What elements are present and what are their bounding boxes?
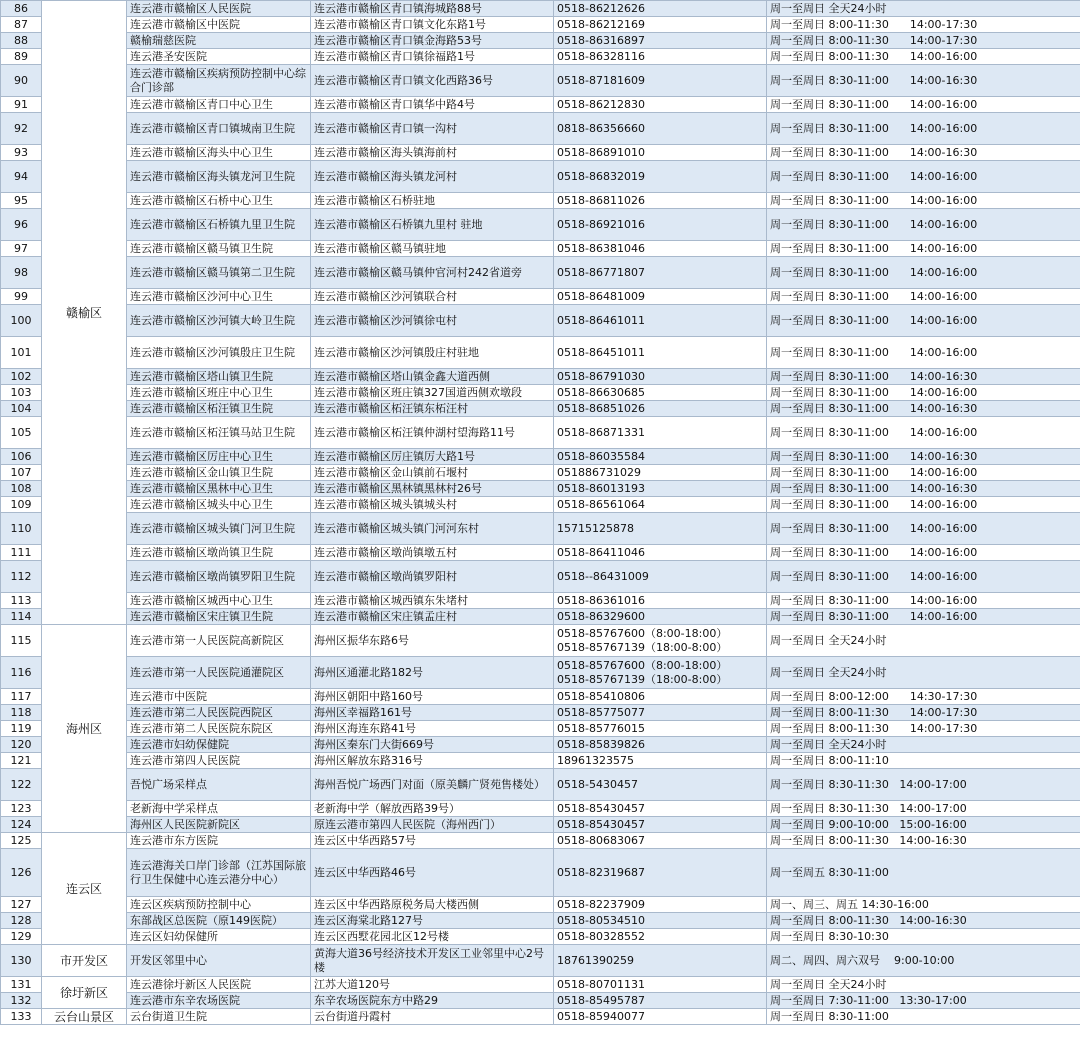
site-hours: 周一至周日 8:30-11:00 14:00-16:30 xyxy=(767,369,1080,385)
site-address: 连云港市赣榆区墩尚镇罗阳村 xyxy=(311,561,554,593)
site-phone: 0518-86791030 xyxy=(554,369,767,385)
row-number: 102 xyxy=(1,369,42,385)
site-phone: 0518-86411046 xyxy=(554,545,767,561)
table-row xyxy=(1,113,1080,145)
site-name: 吾悦广场采样点 xyxy=(127,769,311,801)
site-phone: 0518-80683067 xyxy=(554,833,767,849)
row-number: 121 xyxy=(1,753,42,769)
site-phone: 0518-86461011 xyxy=(554,305,767,337)
row-number: 86 xyxy=(1,1,42,17)
row-number: 132 xyxy=(1,993,42,1009)
row-number: 122 xyxy=(1,769,42,801)
row-number: 109 xyxy=(1,497,42,513)
row-number: 104 xyxy=(1,401,42,417)
site-hours: 周一至周日 7:30-11:00 13:30-17:00 xyxy=(767,993,1080,1009)
site-phone: 0518-86316897 xyxy=(554,33,767,49)
district-cell: 徐圩新区 xyxy=(42,977,127,1009)
site-hours: 周一至周日 8:00-11:10 xyxy=(767,753,1080,769)
site-phone: 0518-86451011 xyxy=(554,337,767,369)
site-address: 连云港市赣榆区青口镇徐福路1号 xyxy=(311,49,554,65)
row-number: 120 xyxy=(1,737,42,753)
site-name: 连云港市赣榆区墩尚镇罗阳卫生院 xyxy=(127,561,311,593)
site-hours: 周一至周五 8:30-11:00 xyxy=(767,849,1080,897)
site-address: 连云港市赣榆区石桥驻地 xyxy=(311,193,554,209)
table-row xyxy=(1,465,1080,481)
site-phone: 0518-80701131 xyxy=(554,977,767,993)
row-number: 100 xyxy=(1,305,42,337)
site-phone: 0518-85767600（8:00-18:00） 0518-85767139（18:00-8:00） xyxy=(554,657,767,689)
site-hours: 周一至周日 全天24小时 xyxy=(767,1,1080,17)
row-number: 126 xyxy=(1,849,42,897)
site-address: 原连云港市第四人民医院（海州西门） xyxy=(311,817,554,833)
site-name: 连云港市赣榆区沙河镇大岭卫生院 xyxy=(127,305,311,337)
site-name: 连云港徐圩新区人民医院 xyxy=(127,977,311,993)
site-hours: 周一、周三、周五 14:30-16:00 xyxy=(767,897,1080,913)
row-number: 105 xyxy=(1,417,42,449)
site-address: 连云区西墅花园北区12号楼 xyxy=(311,929,554,945)
table-row xyxy=(1,721,1080,737)
table-row xyxy=(1,97,1080,113)
site-address: 连云港市赣榆区青口镇华中路4号 xyxy=(311,97,554,113)
site-hours: 周一至周日 8:30-11:00 14:00-16:00 xyxy=(767,113,1080,145)
site-phone: 0518-86035584 xyxy=(554,449,767,465)
site-phone: 0518-86891010 xyxy=(554,145,767,161)
site-name: 连云区疾病预防控制中心 xyxy=(127,897,311,913)
site-address: 海州区解放东路316号 xyxy=(311,753,554,769)
site-address: 连云区海棠北路127号 xyxy=(311,913,554,929)
site-phone: 0518-85839826 xyxy=(554,737,767,753)
site-hours: 周一至周日 8:30-11:00 xyxy=(767,1009,1080,1025)
site-name: 连云港市赣榆区城头中心卫生 xyxy=(127,497,311,513)
row-number: 112 xyxy=(1,561,42,593)
table-row xyxy=(1,929,1080,945)
site-address: 连云港市赣榆区柘汪镇仲湖村望海路11号 xyxy=(311,417,554,449)
site-name: 连云港市妇幼保健院 xyxy=(127,737,311,753)
site-hours: 周一至周日 8:30-11:00 14:00-16:00 xyxy=(767,385,1080,401)
row-number: 103 xyxy=(1,385,42,401)
site-name: 连云港市赣榆区宋庄镇卫生院 xyxy=(127,609,311,625)
site-name: 东部战区总医院（原149医院） xyxy=(127,913,311,929)
row-number: 93 xyxy=(1,145,42,161)
site-address: 云台街道丹霞村 xyxy=(311,1009,554,1025)
site-address: 连云港市赣榆区班庄镇327国道西侧欢墩段 xyxy=(311,385,554,401)
table-row xyxy=(1,257,1080,289)
table-row xyxy=(1,449,1080,465)
row-number: 116 xyxy=(1,657,42,689)
table-row xyxy=(1,161,1080,193)
district-cell: 市开发区 xyxy=(42,945,127,977)
row-number: 133 xyxy=(1,1009,42,1025)
site-phone: 0518-85430457 xyxy=(554,817,767,833)
site-phone: 0518-86771807 xyxy=(554,257,767,289)
site-address: 连云港市赣榆区金山镇前石堰村 xyxy=(311,465,554,481)
site-hours: 周一至周日 8:30-11:00 14:00-16:00 xyxy=(767,193,1080,209)
site-hours: 周一至周日 8:30-11:00 14:00-16:00 xyxy=(767,209,1080,241)
site-name: 连云港市第二人民医院东院区 xyxy=(127,721,311,737)
row-number: 118 xyxy=(1,705,42,721)
site-phone: 0518-85776015 xyxy=(554,721,767,737)
site-phone: 0518-86381046 xyxy=(554,241,767,257)
row-number: 98 xyxy=(1,257,42,289)
site-hours: 周一至周日 8:30-11:00 14:00-16:00 xyxy=(767,161,1080,193)
table-row xyxy=(1,657,1080,689)
site-phone: 0518-82237909 xyxy=(554,897,767,913)
table-row xyxy=(1,977,1080,993)
row-number: 110 xyxy=(1,513,42,545)
site-name: 连云港市中医院 xyxy=(127,689,311,705)
table-row xyxy=(1,17,1080,33)
site-name: 连云港市东辛农场医院 xyxy=(127,993,311,1009)
site-phone: 0518-82319687 xyxy=(554,849,767,897)
site-phone: 0518-85410806 xyxy=(554,689,767,705)
row-number: 94 xyxy=(1,161,42,193)
site-phone: 0518-86212169 xyxy=(554,17,767,33)
site-name: 连云港圣安医院 xyxy=(127,49,311,65)
row-number: 90 xyxy=(1,65,42,97)
site-address: 连云港市赣榆区沙河镇徐屯村 xyxy=(311,305,554,337)
row-number: 107 xyxy=(1,465,42,481)
site-address: 连云港市赣榆区赣马镇驻地 xyxy=(311,241,554,257)
district-cell: 赣榆区 xyxy=(42,1,127,625)
row-number: 115 xyxy=(1,625,42,657)
site-hours: 周一至周日 全天24小时 xyxy=(767,625,1080,657)
table-row xyxy=(1,65,1080,97)
row-number: 131 xyxy=(1,977,42,993)
site-hours: 周一至周日 8:00-11:30 14:00-17:30 xyxy=(767,721,1080,737)
row-number: 108 xyxy=(1,481,42,497)
table-row xyxy=(1,609,1080,625)
site-name: 连云港市赣榆区沙河镇殷庄卫生院 xyxy=(127,337,311,369)
table-row xyxy=(1,945,1080,977)
site-phone: 0518-85767600（8:00-18:00） 0518-85767139（18:00-8:00） xyxy=(554,625,767,657)
site-name: 连云港市赣榆区石桥镇九里卫生院 xyxy=(127,209,311,241)
row-number: 114 xyxy=(1,609,42,625)
site-name: 连云港市赣榆区疾病预防控制中心综合门诊部 xyxy=(127,65,311,97)
table-row xyxy=(1,817,1080,833)
site-phone: 0518-86212626 xyxy=(554,1,767,17)
table-row xyxy=(1,193,1080,209)
site-phone: 0518-86328116 xyxy=(554,49,767,65)
site-hours: 周一至周日 8:00-11:30 14:00-16:00 xyxy=(767,49,1080,65)
site-address: 连云港市赣榆区青口镇一沟村 xyxy=(311,113,554,145)
table-row xyxy=(1,753,1080,769)
site-address: 黄海大道36号经济技术开发区工业邻里中心2号楼 xyxy=(311,945,554,977)
site-name: 连云港市赣榆区人民医院 xyxy=(127,1,311,17)
site-name: 海州区人民医院新院区 xyxy=(127,817,311,833)
site-phone: 18761390259 xyxy=(554,945,767,977)
row-number: 95 xyxy=(1,193,42,209)
site-hours: 周一至周日 8:30-11:00 14:00-16:30 xyxy=(767,145,1080,161)
site-phone: 0518-86851026 xyxy=(554,401,767,417)
site-hours: 周一至周日 8:30-11:00 14:00-16:00 xyxy=(767,241,1080,257)
table-row xyxy=(1,289,1080,305)
row-number: 87 xyxy=(1,17,42,33)
site-name: 连云港市赣榆区海头中心卫生 xyxy=(127,145,311,161)
row-number: 125 xyxy=(1,833,42,849)
district-cell: 云台山景区 xyxy=(42,1009,127,1025)
site-name: 连云港市赣榆区海头镇龙河卫生院 xyxy=(127,161,311,193)
site-hours: 周一至周日 8:30-11:00 14:00-16:00 xyxy=(767,337,1080,369)
site-address: 连云港市赣榆区墩尚镇墩五村 xyxy=(311,545,554,561)
site-phone: 0518-86832019 xyxy=(554,161,767,193)
site-name: 连云港市第一人民医院通灌院区 xyxy=(127,657,311,689)
site-name: 连云港市赣榆区班庄中心卫生 xyxy=(127,385,311,401)
site-hours: 周一至周日 8:00-11:30 14:00-16:30 xyxy=(767,833,1080,849)
site-phone: 0518-86561064 xyxy=(554,497,767,513)
site-hours: 周一至周日 8:30-11:00 14:00-16:30 xyxy=(767,481,1080,497)
site-name: 老新海中学采样点 xyxy=(127,801,311,817)
site-name: 连云港市第二人民医院西院区 xyxy=(127,705,311,721)
table-row xyxy=(1,497,1080,513)
site-hours: 周一至周日 8:00-12:00 14:30-17:30 xyxy=(767,689,1080,705)
table-row xyxy=(1,625,1080,657)
site-address: 连云港市赣榆区塔山镇金鑫大道西侧 xyxy=(311,369,554,385)
site-address: 老新海中学（解放西路39号） xyxy=(311,801,554,817)
site-hours: 周一至周日 8:30-11:00 14:00-16:00 xyxy=(767,465,1080,481)
site-address: 连云港市赣榆区沙河镇殷庄村驻地 xyxy=(311,337,554,369)
site-name: 开发区邻里中心 xyxy=(127,945,311,977)
site-name: 连云港市赣榆区金山镇卫生院 xyxy=(127,465,311,481)
site-hours: 周一至周日 8:00-11:30 14:00-17:30 xyxy=(767,33,1080,49)
site-address: 海州区朝阳中路160号 xyxy=(311,689,554,705)
row-number: 106 xyxy=(1,449,42,465)
table-row xyxy=(1,401,1080,417)
site-address: 连云港市赣榆区海头镇海前村 xyxy=(311,145,554,161)
row-number: 119 xyxy=(1,721,42,737)
table-row xyxy=(1,705,1080,721)
site-address: 连云港市赣榆区柘汪镇东柘汪村 xyxy=(311,401,554,417)
district-cell: 海州区 xyxy=(42,625,127,833)
table-row xyxy=(1,145,1080,161)
row-number: 101 xyxy=(1,337,42,369)
table-row xyxy=(1,545,1080,561)
site-address: 海州区海连东路41号 xyxy=(311,721,554,737)
table-row xyxy=(1,593,1080,609)
site-phone: 0518-86361016 xyxy=(554,593,767,609)
site-phone: 0518-86013193 xyxy=(554,481,767,497)
site-hours: 周一至周日 8:30-11:30 14:00-17:00 xyxy=(767,801,1080,817)
table-row xyxy=(1,769,1080,801)
site-hours: 周一至周日 8:30-11:00 14:00-16:30 xyxy=(767,401,1080,417)
site-address: 连云港市赣榆区赣马镇仲官河村242省道旁 xyxy=(311,257,554,289)
row-number: 99 xyxy=(1,289,42,305)
site-hours: 周一至周日 8:30-11:00 14:00-16:00 xyxy=(767,561,1080,593)
site-hours: 周一至周日 8:30-11:00 14:00-16:00 xyxy=(767,257,1080,289)
site-name: 连云港市第四人民医院 xyxy=(127,753,311,769)
site-hours: 周一至周日 8:30-10:30 xyxy=(767,929,1080,945)
site-phone: 0518-86329600 xyxy=(554,609,767,625)
site-name: 连云港市赣榆区青口中心卫生 xyxy=(127,97,311,113)
table-row xyxy=(1,417,1080,449)
table-row xyxy=(1,897,1080,913)
site-hours: 周一至周日 8:00-11:30 14:00-17:30 xyxy=(767,705,1080,721)
table-row xyxy=(1,561,1080,593)
site-phone: 15715125878 xyxy=(554,513,767,545)
site-address: 连云港市赣榆区城头镇门河河东村 xyxy=(311,513,554,545)
site-hours: 周一至周日 全天24小时 xyxy=(767,737,1080,753)
site-hours: 周一至周日 全天24小时 xyxy=(767,657,1080,689)
site-hours: 周一至周日 8:30-11:00 14:00-16:00 xyxy=(767,417,1080,449)
site-hours: 周一至周日 8:30-11:00 14:00-16:00 xyxy=(767,593,1080,609)
table-row xyxy=(1,993,1080,1009)
site-name: 连云港市赣榆区城头镇门河卫生院 xyxy=(127,513,311,545)
table-row xyxy=(1,833,1080,849)
site-hours: 周一至周日 8:30-11:00 14:00-16:00 xyxy=(767,609,1080,625)
site-address: 连云区中华西路46号 xyxy=(311,849,554,897)
site-phone: 0518-80534510 xyxy=(554,913,767,929)
row-number: 127 xyxy=(1,897,42,913)
site-hours: 周二、周四、周六双号 9:00-10:00 xyxy=(767,945,1080,977)
site-hours: 周一至周日 8:00-11:30 14:00-17:30 xyxy=(767,17,1080,33)
site-address: 海州吾悦广场西门对面（原美麟广贤苑售楼处） xyxy=(311,769,554,801)
site-address: 连云港市赣榆区青口镇文化西路36号 xyxy=(311,65,554,97)
table-row xyxy=(1,209,1080,241)
site-address: 连云港市赣榆区黑林镇黑林村26号 xyxy=(311,481,554,497)
site-phone: 0518-86630685 xyxy=(554,385,767,401)
site-address: 江苏大道120号 xyxy=(311,977,554,993)
site-phone: 0518-85940077 xyxy=(554,1009,767,1025)
table-row xyxy=(1,801,1080,817)
table-row xyxy=(1,913,1080,929)
site-name: 连云港市赣榆区青口镇城南卫生院 xyxy=(127,113,311,145)
table-row xyxy=(1,689,1080,705)
district-cell: 连云区 xyxy=(42,833,127,945)
site-address: 连云港市赣榆区宋庄镇孟庄村 xyxy=(311,609,554,625)
table-row xyxy=(1,849,1080,897)
table-row xyxy=(1,737,1080,753)
row-number: 89 xyxy=(1,49,42,65)
row-number: 96 xyxy=(1,209,42,241)
site-address: 连云区中华西路57号 xyxy=(311,833,554,849)
site-phone: 0518-80328552 xyxy=(554,929,767,945)
site-hours: 周一至周日 8:30-11:00 14:00-16:30 xyxy=(767,449,1080,465)
site-name: 连云港市赣榆区塔山镇卫生院 xyxy=(127,369,311,385)
row-number: 123 xyxy=(1,801,42,817)
row-number: 92 xyxy=(1,113,42,145)
site-phone: 0518-85495787 xyxy=(554,993,767,1009)
site-phone: 0518-87181609 xyxy=(554,65,767,97)
row-number: 88 xyxy=(1,33,42,49)
site-address: 海州区通灌北路182号 xyxy=(311,657,554,689)
site-name: 连云区妇幼保健所 xyxy=(127,929,311,945)
site-name: 连云港市赣榆区赣马镇卫生院 xyxy=(127,241,311,257)
row-number: 91 xyxy=(1,97,42,113)
site-name: 连云港市赣榆区赣马镇第二卫生院 xyxy=(127,257,311,289)
site-phone: 0518-85775077 xyxy=(554,705,767,721)
site-address: 连云港市赣榆区青口镇金海路53号 xyxy=(311,33,554,49)
site-name: 云台街道卫生院 xyxy=(127,1009,311,1025)
row-number: 113 xyxy=(1,593,42,609)
site-address: 连云港市赣榆区海头镇龙河村 xyxy=(311,161,554,193)
site-phone: 051886731029 xyxy=(554,465,767,481)
row-number: 124 xyxy=(1,817,42,833)
site-phone: 0518-86212830 xyxy=(554,97,767,113)
row-number: 117 xyxy=(1,689,42,705)
table-row xyxy=(1,513,1080,545)
row-number: 129 xyxy=(1,929,42,945)
table-row xyxy=(1,305,1080,337)
site-name: 连云港市赣榆区沙河中心卫生 xyxy=(127,289,311,305)
site-name: 连云港市赣榆区中医院 xyxy=(127,17,311,33)
table-row xyxy=(1,241,1080,257)
site-address: 连云港市赣榆区城西镇东朱堵村 xyxy=(311,593,554,609)
site-address: 连云港市赣榆区厉庄镇厉大路1号 xyxy=(311,449,554,465)
site-address: 连云港市赣榆区沙河镇联合村 xyxy=(311,289,554,305)
site-hours: 周一至周日 8:30-11:30 14:00-17:00 xyxy=(767,769,1080,801)
row-number: 111 xyxy=(1,545,42,561)
site-name: 连云港市赣榆区石桥中心卫生 xyxy=(127,193,311,209)
site-hours: 周一至周日 8:30-11:00 14:00-16:00 xyxy=(767,513,1080,545)
site-hours: 周一至周日 8:30-11:00 14:00-16:00 xyxy=(767,497,1080,513)
site-phone: 0518-86811026 xyxy=(554,193,767,209)
row-number: 130 xyxy=(1,945,42,977)
table-row xyxy=(1,1009,1080,1025)
site-address: 海州区幸福路161号 xyxy=(311,705,554,721)
row-number: 128 xyxy=(1,913,42,929)
site-name: 连云港市赣榆区柘汪镇马站卫生院 xyxy=(127,417,311,449)
site-name: 连云港市赣榆区城西中心卫生 xyxy=(127,593,311,609)
row-number: 97 xyxy=(1,241,42,257)
site-phone: 0518--86431009 xyxy=(554,561,767,593)
table-row xyxy=(1,49,1080,65)
site-phone: 18961323575 xyxy=(554,753,767,769)
site-address: 连云港市赣榆区青口镇海城路88号 xyxy=(311,1,554,17)
site-hours: 周一至周日 8:30-11:00 14:00-16:30 xyxy=(767,65,1080,97)
table-row xyxy=(1,337,1080,369)
site-address: 连云港市赣榆区城头镇城头村 xyxy=(311,497,554,513)
site-address: 连云港市赣榆区石桥镇九里村 驻地 xyxy=(311,209,554,241)
site-phone: 0518-85430457 xyxy=(554,801,767,817)
site-name: 连云港市东方医院 xyxy=(127,833,311,849)
site-name: 连云港市赣榆区墩尚镇卫生院 xyxy=(127,545,311,561)
table-row xyxy=(1,385,1080,401)
site-name: 连云港市赣榆区厉庄中心卫生 xyxy=(127,449,311,465)
site-name: 连云港市赣榆区黑林中心卫生 xyxy=(127,481,311,497)
site-hours: 周一至周日 9:00-10:00 15:00-16:00 xyxy=(767,817,1080,833)
site-phone: 0518-86871331 xyxy=(554,417,767,449)
site-phone: 0518-5430457 xyxy=(554,769,767,801)
site-hours: 周一至周日 8:30-11:00 14:00-16:00 xyxy=(767,97,1080,113)
site-address: 海州区振华东路6号 xyxy=(311,625,554,657)
site-hours: 周一至周日 8:30-11:00 14:00-16:00 xyxy=(767,545,1080,561)
site-address: 连云港市赣榆区青口镇文化东路1号 xyxy=(311,17,554,33)
site-address: 东辛农场医院东方中路29 xyxy=(311,993,554,1009)
site-hours: 周一至周日 全天24小时 xyxy=(767,977,1080,993)
site-name: 连云港市第一人民医院高新院区 xyxy=(127,625,311,657)
site-phone: 0818-86356660 xyxy=(554,113,767,145)
site-address: 海州区秦东门大街669号 xyxy=(311,737,554,753)
site-name: 连云港海关口岸门诊部（江苏国际旅行卫生保健中心连云港分中心） xyxy=(127,849,311,897)
site-hours: 周一至周日 8:30-11:00 14:00-16:00 xyxy=(767,289,1080,305)
site-phone: 0518-86921016 xyxy=(554,209,767,241)
table-row xyxy=(1,481,1080,497)
table-row xyxy=(1,33,1080,49)
site-hours: 周一至周日 8:00-11:30 14:00-16:30 xyxy=(767,913,1080,929)
site-address: 连云区中华西路原税务局大楼西侧 xyxy=(311,897,554,913)
site-name: 赣榆瑞慈医院 xyxy=(127,33,311,49)
table-row xyxy=(1,1,1080,17)
table-row xyxy=(1,369,1080,385)
site-phone: 0518-86481009 xyxy=(554,289,767,305)
site-name: 连云港市赣榆区柘汪镇卫生院 xyxy=(127,401,311,417)
site-hours: 周一至周日 8:30-11:00 14:00-16:00 xyxy=(767,305,1080,337)
